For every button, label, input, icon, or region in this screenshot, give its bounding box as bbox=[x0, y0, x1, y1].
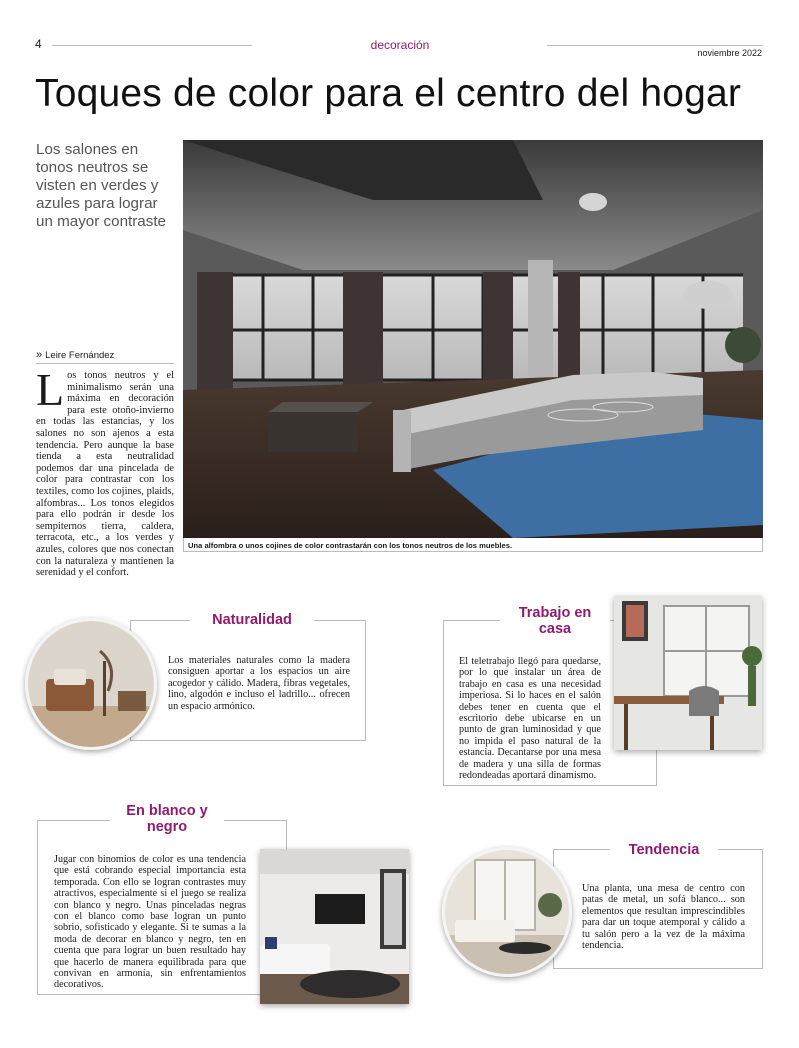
header-rule-left bbox=[52, 45, 252, 46]
drop-cap: L bbox=[36, 364, 65, 415]
naturalidad-title: Naturalidad bbox=[190, 612, 314, 628]
blanco-title bbox=[110, 803, 224, 835]
article-title: Toques de color para el centro del hogar bbox=[35, 72, 742, 115]
tendencia-title: Tendencia bbox=[610, 842, 718, 858]
black-white-room-illustration bbox=[260, 849, 409, 1004]
hero-caption: Una alfombra o unos cojines de color contrastarán con los tonos neutros de los muebles. bbox=[188, 541, 513, 550]
header-rule-right bbox=[547, 45, 763, 46]
hero-photo bbox=[183, 140, 763, 538]
blanco-title-line1: En blanco y bbox=[126, 803, 208, 819]
author-name: Leire Fernández bbox=[45, 350, 115, 361]
page-number: 4 bbox=[35, 37, 42, 51]
byline-marker: » bbox=[36, 349, 43, 361]
blanco-text: Jugar con binomios de color es una tendencia que está cobrando especial importancia esta temporada. Con ello se logran contrastes muy atractivos, especialmente si el juego se realiza con blanco y negro. Unas pinceladas negras con el blanco como base logran un punto sobrio, sofisticado y elegante. Si te sumas a la moda de decorar en blanco y negro, ten en cuenta que para lograr un buen resultado hay que hacerlo de manera equilibrada para que convivan en armonía, sin enfrentamientos decorativos. bbox=[54, 854, 246, 991]
home-office-illustration bbox=[614, 596, 762, 750]
section-label: decoración bbox=[370, 38, 430, 52]
blanco-title-line2: negro bbox=[146, 819, 188, 835]
body-text: os tonos neutros y el minimalismo serán una máxima en decoración para este otoño-invierno en todas las estancias, y los salones no son ajenos a esta tendencia. Pero aunque la base tienda a esta neutralidad podemos dar una pincelada de color para contrastar con los textiles, como los cojines, plaids, alfombras... Los tonos elegidos para ello podrán ir desde los sempiternos tierra, caldera, terracota, etc., a los verdes y azules, colores que nos conectan con la naturaleza y mantienen la serenidad y el confort. bbox=[36, 370, 174, 579]
naturalidad-text: Los materiales naturales como la madera consiguen aportar a los espacios un aire acogedor y cálido. Madera, fibras vegetales, lino, algodón e incluso el ladrillo... ofrecen un espacio armónico. bbox=[168, 655, 350, 712]
naturalidad-photo bbox=[25, 618, 157, 750]
tendencia-photo bbox=[442, 847, 572, 977]
trabajo-title-line1: Trabajo en bbox=[518, 605, 592, 621]
natural-room-illustration bbox=[28, 621, 154, 747]
trend-room-illustration bbox=[445, 850, 569, 974]
trabajo-title-line2: casa bbox=[538, 621, 572, 637]
article-body bbox=[36, 364, 174, 579]
tendencia-text: Una planta, una mesa de centro con patas de metal, un sofá blanco... son elementos que resultan imprescindibles para dar un toque atemporal y cálido a tu salón pero a la vez de la máxima tendencia. bbox=[582, 883, 745, 952]
trabajo-text: El teletrabajo llegó para quedarse, por lo que instalar un área de trabajo en casa es una necesidad imperiosa. Si lo haces en el salón debes tener en cuenta que el escritorio debe ubicarse en un punto de gran luminosidad y que no impida el paso natural de la estancia. Decantarse por una mesa de madera y una silla de formas redondeadas aportará dinamismo. bbox=[459, 656, 601, 782]
issue-date: noviembre 2022 bbox=[697, 48, 762, 58]
blanco-photo bbox=[260, 849, 409, 1004]
byline bbox=[36, 349, 174, 364]
living-room-illustration bbox=[183, 140, 763, 538]
standfirst: Los salones en tonos neutros se visten en verdes y azules para lograr un mayor contraste bbox=[36, 141, 166, 230]
trabajo-photo bbox=[614, 596, 762, 750]
trabajo-title bbox=[500, 605, 610, 637]
